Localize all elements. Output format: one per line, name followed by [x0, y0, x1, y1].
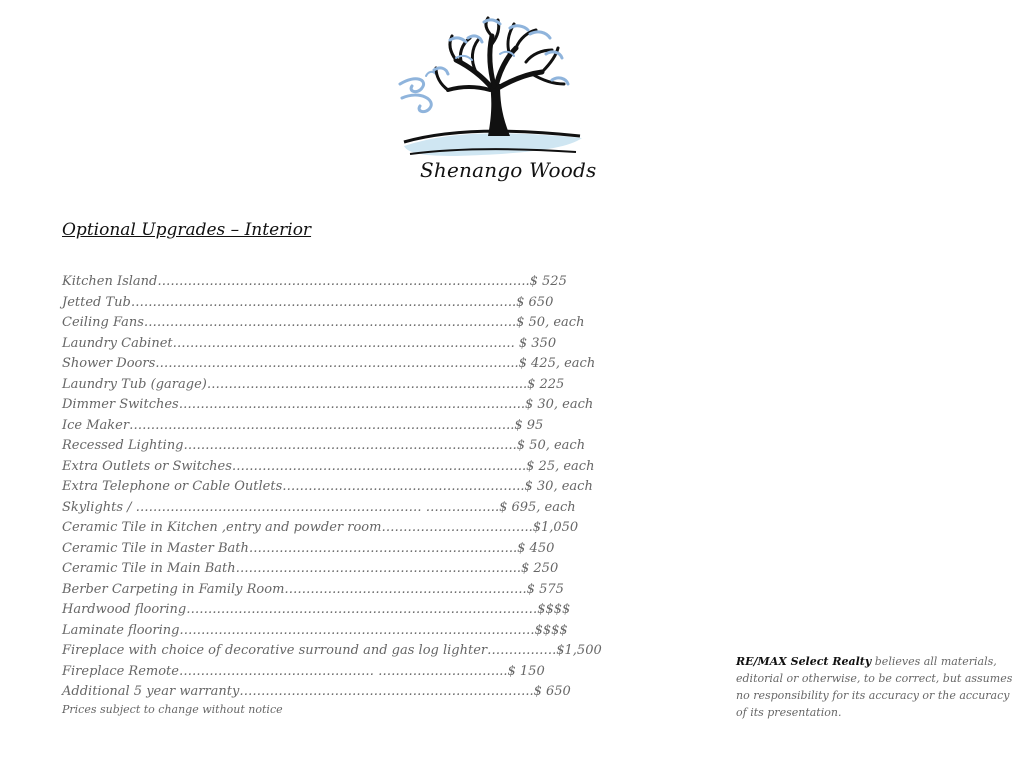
list-item: Hardwood flooring………………………………………………………………………$$$$ [62, 602, 571, 617]
tree-logo-icon [396, 14, 586, 164]
list-item: Extra Outlets or Switches…………………………………………………………..$ 25, each [62, 458, 595, 474]
list-item: Extra Telephone or Cable Outlets………………………………………………..$ 30, each [62, 479, 593, 494]
upgrade-price-list [62, 272, 662, 703]
list-item: Fireplace with choice of decorative surround and gas log lighter…………….$1,500 [62, 643, 602, 658]
list-item: Additional 5 year warranty…………………………………………………………..$ 650 [62, 684, 571, 699]
brand-name: Shenango Woods [420, 158, 597, 182]
disclaimer-text: believes all materials, editorial or otherwise, to be correct, but assumes no responsibility for its accuracy or the accuracy of its presentation. [736, 655, 1013, 719]
list-item: Fireplace Remote……………………………………… ………………………...$ 150 [62, 663, 545, 679]
disclaimer [736, 653, 1018, 721]
list-item: Kitchen Island…………………………………………………………………………..$ 525 [62, 274, 567, 289]
list-item: Laminate flooring……………………………………………………………………….$$$$ [62, 622, 568, 638]
list-item: Ice Maker……………………………………………………………………………..$ 95 [62, 417, 544, 433]
list-item: Berber Carpeting in Family Room………………………………………………..$ 575 [62, 581, 564, 597]
list-item: Ceiling Fans…………………………………………………………………………..$ 50, each [62, 315, 585, 330]
list-item: Dimmer Switches……………………………………………………………………..$ 30, each [62, 397, 594, 412]
list-item: Laundry Cabinet……………………………………………………………………. $ 350 [62, 335, 557, 351]
company-name: RE/MAX Select Realty [736, 655, 872, 668]
list-item: Skylights / ………………………………………………………… ……………..$ 695, each [62, 499, 576, 515]
list-item: Laundry Tub (garage)………………………………………………………………..$ 225 [62, 376, 565, 392]
list-item: Ceramic Tile in Main Bath………………………………………………………...$ 250 [62, 561, 559, 576]
price-notice: Prices subject to change without notice [62, 703, 283, 716]
list-item: Ceramic Tile in Kitchen ,entry and powder room……………………………..$1,050 [62, 520, 579, 535]
list-item: Jetted Tub……………………………………………………………………………..$ 650 [62, 294, 554, 310]
list-item: Ceramic Tile in Master Bath……………………………………………………..$ 450 [62, 540, 555, 556]
section-heading: Optional Upgrades – Interior [62, 220, 312, 240]
list-item: Recessed Lighting…………………………………………………………………..$ 50, each [62, 438, 586, 453]
list-item: Shower Doors………………………………………………………………………...$ 425, each [62, 356, 596, 371]
